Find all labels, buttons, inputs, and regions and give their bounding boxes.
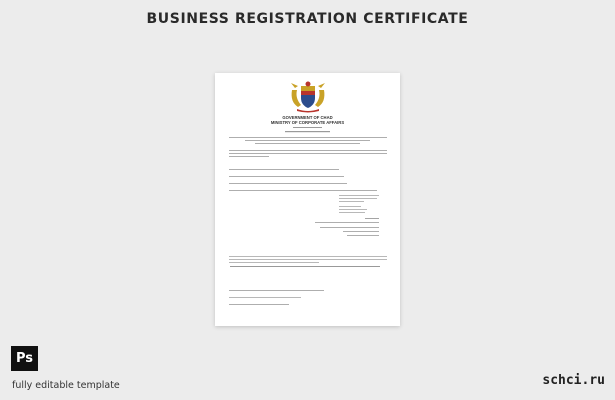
government-heading: GOVERNMENT OF CHAD — [282, 115, 333, 120]
page-title: BUSINESS REGISTRATION CERTIFICATE — [146, 11, 469, 27]
ministry-heading: MINISTRY OF CORPORATE AFFAIRS — [270, 120, 345, 125]
certificate-sheet — [215, 73, 400, 326]
divider — [230, 266, 380, 267]
photoshop-icon: Ps — [11, 346, 38, 371]
editable-template-label: fully editable template — [12, 380, 120, 391]
brand-watermark[interactable]: schci.ru — [542, 373, 605, 388]
illegible-text-lines — [215, 73, 400, 326]
